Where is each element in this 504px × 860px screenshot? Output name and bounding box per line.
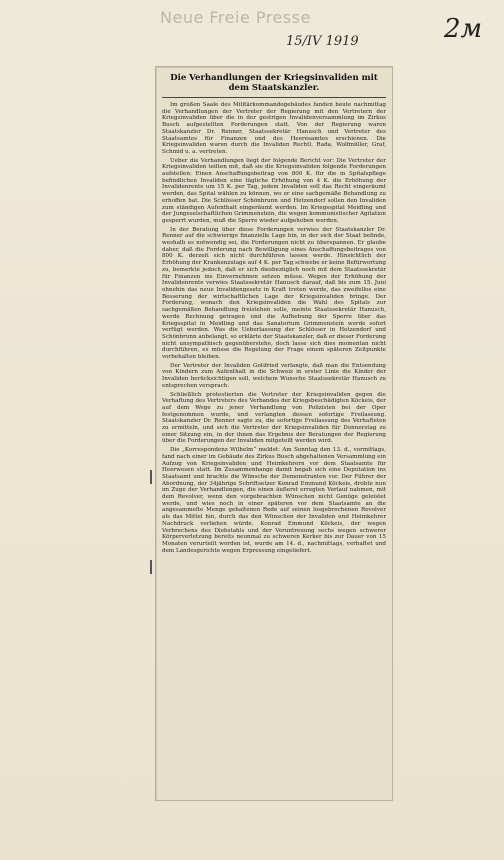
margin-mark xyxy=(150,470,152,484)
article-headline: Die Verhandlungen der Kriegsinvaliden mit dem Staatskanzler. xyxy=(162,73,386,98)
newspaper-clipping xyxy=(155,66,393,801)
margin-mark xyxy=(150,560,152,574)
newspaper-name-stamp: Neue Freie Presse xyxy=(160,8,311,27)
handwritten-date: 15/IV 1919 xyxy=(286,34,359,49)
article-paragraph: In der Beratung über diese Forderungen verwies der Staatskanzler Dr. Renner auf die schwierige finanzielle Lage hin, in der sich der Staat befinde, weshalb es notwendig sei, die Forderungen nicht zu überspannen. Er glaube daher, daß die Forderung nach Bewilligung eines Anschaffungsbeitrages von 800 K. derzeit sich nicht durchführen lassen werde. Hinsichtlich der Erhöhung der Krankenzulage auf 4 K. per Tag schwebe er keine Befürwortung zu, bemerkte jedoch, daß er sich diesbezüglich noch mit dem Staatssekretär für Finanzen ins Einvernehmen setzen müsse. Wegen der Erhöhung der Invalidenrente verwies Staatssekretär Hanusch darauf, daß bis zum 15. Juni ohnehin das neue Invalidengesetz in Kraft treten werde, das zweifellos eine Besserung der wirtschaftlichen Lage der Kriegsinvaliden bringe. Der Forderung, wonach den Kriegsinvaliden die Wahl des Spitals zur sachgemäßen Behandlung freistehen solle, meinte Staatssekretär Hanusch, werde Rechnung getragen und die Aufhebung der Sperre über das Kriegsspital in Meidling und das Sanatorium Grimmenstein werde sofort verfügt werden. Was die Ueberlassung der Schlösser in Hetzendorf und Schönbrunn anbelangt, so erklärte der Staatskanzler, daß er dieser Forderung nicht unsympathisch gegenüberstehe, doch lasse sich dies momentan nicht durchführen, es müsse die Regelung der Frage einem späteren Zeitpunkte vorbehalten bleiben. xyxy=(162,226,386,361)
article-body xyxy=(156,102,392,554)
article-paragraph: Die „Korrespondenz Wilhelm“ meldet: Am Sonntag den 13. d., vormittags, fand nach einer im Gebäude des Zirkus Busch abgehaltenen Versammlung ein Aufzug von Kriegsinvaliden und Heimkehrern vor dem Staatsamte für Heerwesen statt. Im Zusammenhange damit begab sich eine Deputation ins Staatsamt und brachte die Wünsche der Demonstranten vor. Der Führer der Abordnung, der 34jährige Schriftsetzer Konrad Emmund Köckeis, drohte nun im Zuge der Verhandlungen, die einen äußerst erregten Verlauf nahmen, mit dem Revolver, wenn den vorgebrachten Wünschen nicht Genüge geleistet werde, und wies noch in einer späteren vor dem Staatsamte an die angesammelte Menge gehaltenen Rede auf seinen losgebrochenen Revolver als das Mittel hin, durch das den Wünschen der Invaliden und Heimkehrer Nachdruck verliehen würde. Konrad Emmund Köckeis, der wegen Verbrechens des Diebstahls und der Veruntreuung sechs wegen schwerer Körperverletzung bereits neunmal zu schweren Kerker bis zur Dauer von 15 Monaten verurteilt worden ist, wurde am 14. d., nachmittags, verhaftet und dem Landesgerichte wegen Erpressung eingeliefert. xyxy=(162,447,386,554)
article-paragraph: Ueber die Verhandlungen liegt der folgende Bericht vor: Die Vertreter der Kriegsinvaliden teilten mit, daß sie die Kriegsinvaliden folgende Forderungen aufstellen: Einen Anschaffungsbeitrag von 800 K. für die in Spitalspflege befindlichen Invaliden eine tägliche Erhöhung von 4 K. die Erhöhung der Invalidenrente um 15 K. per Tag, jedem Invaliden soll das Recht eingeräumt werden, das Spital wählen zu können, wo er eine sachgemäße Behandlung zu erhoffen hat. Die Schlösser Schönbrunn und Hetzendorf sollen den Invaliden zum ständigen Aufenthalt eingeräumt werden. Im Kriegsspital Meidling und der Jungeselschaftlichen Grimmenstein, die wegen kommunistischer Agitation gesperrt wurden, muß die Sperre wieder aufgehoben werden. xyxy=(162,157,386,224)
handwritten-archive-code: 2м xyxy=(444,14,483,44)
article-paragraph: Schließlich protestierten die Vertreter der Kriegsinvaliden gegen die Verhaftung des Vertreters des Verbandes der Kriegsbeschädigten Köckeis, der auf dem Wege zu jener Verhandlung von Polizisten bei der Oper festgenommen wurde, und verlangten dessen sofortige Freilassung. Staatskanzler Dr. Renner sagte zu, die sofortige Freilassung des Verhafteten zu ermitteln, und sich die Vertreter der Kriegsinvaliden für Donnerstag zu einer Sitzung ein, in der ihnen das Ergebnis der Beratungen der Regierung über die Forderungen der Invaliden mitgeteilt werden wird. xyxy=(162,391,386,445)
article-paragraph: Im großen Saale des Militärkommandogebäudes fanden heute nachmittag die Verhandlungen der Vertreter der Regierung mit den Vertretern der Kriegsinvaliden über die in der gestrigen Invalidenversammlung im Zirkus Busch aufgestellten Forderungen statt. Von der Regierung waren Staatskanzler Dr. Renner, Staatssekretär Hanusch und Vertreter des Staatsamtes für Finanzen und des Heeresamtes erschienen. Die Kriegsinvaliden waren durch die Invaliden Rechtl, Rada, Wolfmüller, Graf, Schmid u. a. vertreten. xyxy=(162,102,386,155)
article-paragraph: Der Vertreter der Invaliden Gotifried verlangte, daß man die Entsendung von Kindern zum Aufenthalt in die Schweiz in erster Linie die Kinder der Invaliden berücksichtigen soll, welchem Wunsche Staatssekretär Hanusch zu entsprechen versprach. xyxy=(162,362,386,389)
